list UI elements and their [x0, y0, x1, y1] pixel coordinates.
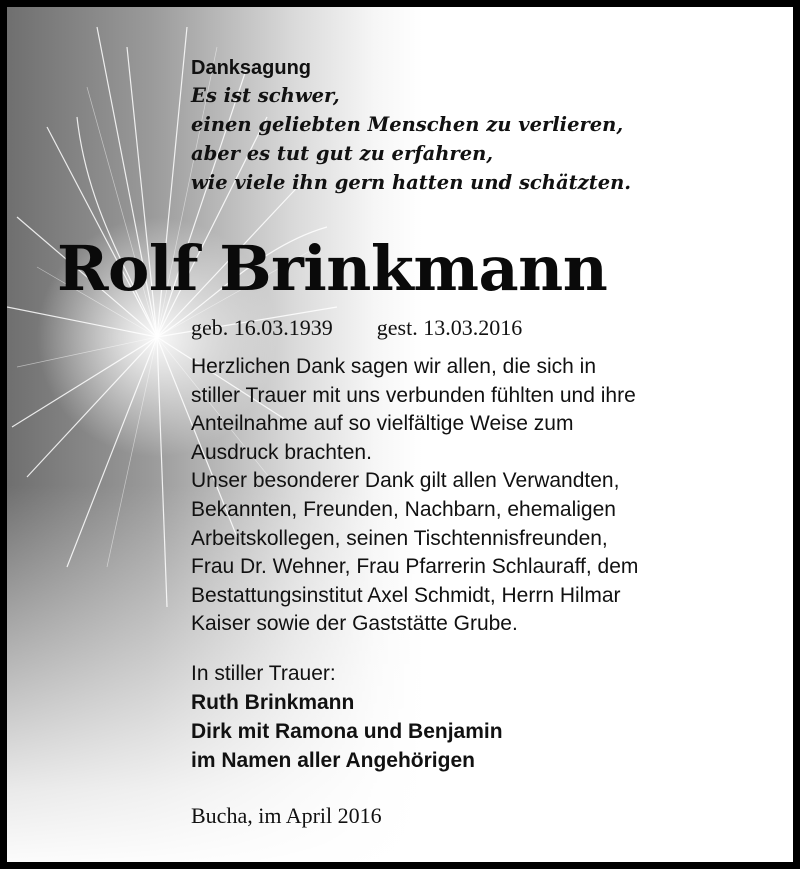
mourner-names: Ruth Brinkmann Dirk mit Ramona und Benjamin im Namen aller Angehörigen — [191, 691, 503, 772]
death-date: gest. 13.03.2016 — [376, 315, 523, 340]
mourning-label: In stiller Trauer: — [191, 662, 336, 685]
place-and-date: Bucha, im April 2016 — [191, 803, 382, 828]
birth-date: geb. 16.03.1939 — [191, 315, 333, 340]
intro-block — [191, 55, 781, 197]
signoff-block — [191, 659, 781, 775]
life-dates — [191, 314, 781, 342]
notice-heading: Danksagung — [191, 57, 312, 79]
deceased-name: Rolf Brinkmann — [57, 232, 608, 305]
thanks-text: Herzlichen Dank sagen wir allen, die sich in stiller Trauer mit uns verbunden fühlten und ihre Anteilnahme auf so vielfältige Weise zum Ausdruck brachten. Unser besonderer Dank gilt allen Verwandten, Bekannten, Freunden, Nachbarn, ehemaligen Arbeitskollegen, seinen Tischtennisfreunden, Frau Dr. Wehner, Frau Pfarrerin Schlauraff, dem Bestattungsinstitut Axel Schmidt, Herrn Hilmar Kaiser sowie der Gaststätte Grube. — [191, 355, 639, 636]
memorial-verse: Es ist schwer, einen geliebten Menschen zu verlieren, aber es tut gut zu erfahren, wie viele ihn gern hatten und schätzten. — [191, 84, 632, 194]
